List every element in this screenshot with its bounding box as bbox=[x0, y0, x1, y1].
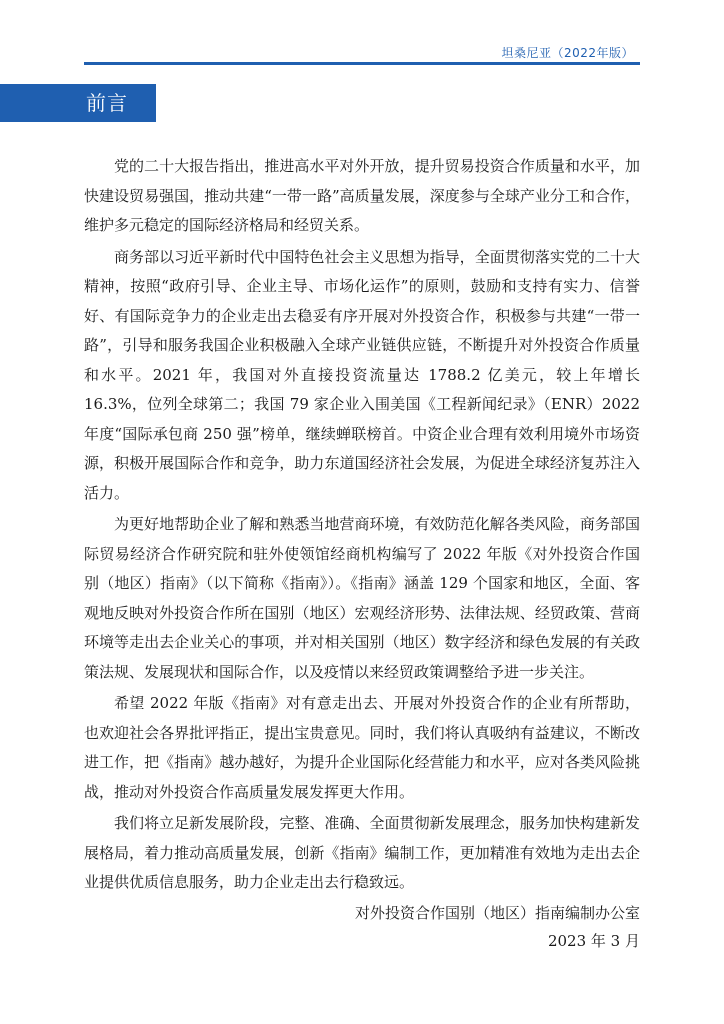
paragraph-4: 希望 2022 年版《指南》对有意走出去、开展对外投资合作的企业有所帮助，也欢迎社会各界批评指正，提出宝贵意见。同时，我们将认真吸纳有益建议，不断改进工作，把《指南》越办越好，为提升企业国际化经营能力和水平，应对各类风险挑战，推动对外投资合作高质量发展发挥更大作用。 bbox=[84, 694, 640, 801]
section-title-tab bbox=[0, 84, 156, 122]
paragraph-2: 商务部以习近平新时代中国特色社会主义思想为指导，全面贯彻落实党的二十大精神，按照“政府引导、企业主导、市场化运作”的原则，鼓励和支持有实力、信誉好、有国际竞争力的企业走出去稳妥有序开展对外投资合作，积极参与共建“一带一路”，引导和服务我国企业积极融入全球产业链供应链，不断提升对外投资合作质量和水平。2021 年，我国对外直接投资流量达 1788.2 亿美元，较上年增长 16.3%，位列全球第二；我国 79 家企业入围美国《工程新闻纪录》（ENR）2022 年度“国际承包商 250 强”榜单，继续蝉联榜首。中资企业合理有效利用境外市场资源，积极开展国际合作和竞争，助力东道国经济社会发展，为促进全球经济复苏注入活力。 bbox=[84, 247, 640, 502]
header-rule bbox=[84, 62, 640, 65]
preface-body bbox=[84, 152, 640, 900]
signature-date: 2023 年 3 月 bbox=[547, 932, 640, 950]
section-title: 前言 bbox=[86, 91, 128, 115]
signature-organization: 对外投资合作国别（地区）指南编制办公室 bbox=[354, 904, 640, 922]
paragraph-1: 党的二十大报告指出，推进高水平对外开放，提升贸易投资合作质量和水平，加快建设贸易强国，推动共建“一带一路”高质量发展，深度参与全球产业分工和合作，维护多元稳定的国际经济格局和经贸关系。 bbox=[84, 157, 640, 234]
running-header-title: 坦桑尼亚（2022年版） bbox=[501, 46, 634, 60]
paragraph-3: 为更好地帮助企业了解和熟悉当地营商环境，有效防范化解各类风险，商务部国际贸易经济合作研究院和驻外使领馆经商机构编写了 2022 年版《对外投资合作国别（地区）指南》（以下简称《指南》）。《指南》涵盖 129 个国家和地区，全面、客观地反映对外投资合作所在国别（地区）宏观经济形势、法律法规、经贸政策、营商环境等走出去企业关心的事项，并对相关国别（地区）数字经济和绿色发展的有关政策法规、发展现状和国际合作，以及疫情以来经贸政策调整给予进一步关注。 bbox=[84, 515, 640, 681]
paragraph-5: 我们将立足新发展阶段，完整、准确、全面贯彻新发展理念，服务加快构建新发展格局，着力推动高质量发展，创新《指南》编制工作，更加精准有效地为走出去企业提供优质信息服务，助力企业走出去行稳致远。 bbox=[84, 814, 640, 891]
